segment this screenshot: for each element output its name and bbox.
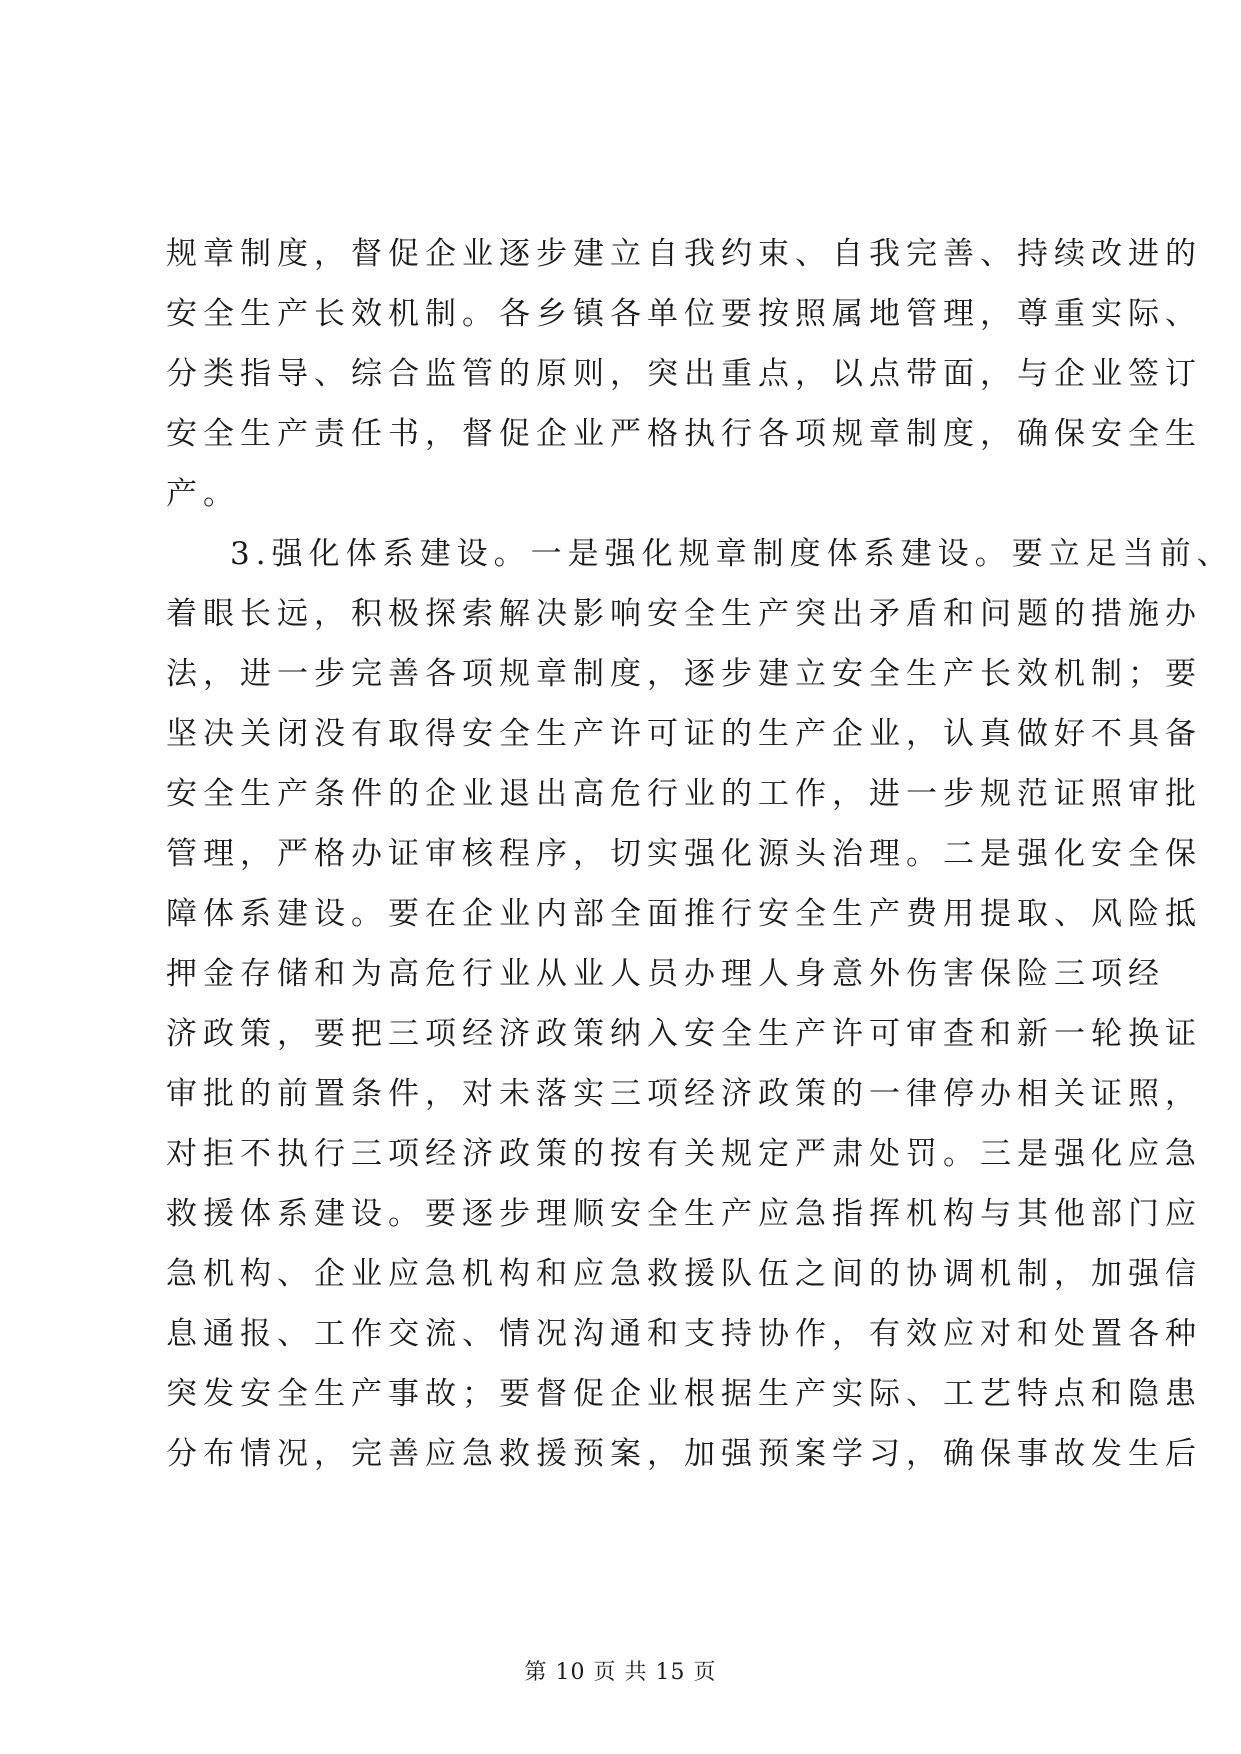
text-line: 产。 [166, 476, 240, 512]
text-line: 规章制度，督促企业逐步建立自我约束、自我完善、持续改进的 [166, 236, 1202, 272]
text-line: 济政策，要把三项经济政策纳入安全生产许可审查和新一轮换证 [166, 1016, 1202, 1052]
text-line: 安全生产条件的企业退出高危行业的工作，进一步规范证照审批 [166, 776, 1202, 812]
body-text [166, 224, 1234, 1484]
text-line: 息通报、工作交流、情况沟通和支持协作，有效应对和处置各种 [166, 1316, 1202, 1352]
text-line: 安全生产责任书，督促企业严格执行各项规章制度，确保安全生 [166, 416, 1202, 452]
text-line: 急机构、企业应急机构和应急救援队伍之间的协调机制，加强信 [166, 1256, 1202, 1292]
text-line: 法，进一步完善各项规章制度，逐步建立安全生产长效机制；要 [166, 656, 1202, 692]
text-line: 分类指导、综合监管的原则，突出重点，以点带面，与企业签订 [166, 356, 1202, 392]
text-line: 安全生产长效机制。各乡镇各单位要按照属地管理，尊重实际、 [166, 296, 1202, 332]
text-line: 对拒不执行三项经济政策的按有关规定严肃处罚。三是强化应急 [166, 1136, 1202, 1172]
text-line: 管理，严格办证审核程序，切实强化源头治理。二是强化安全保 [166, 836, 1202, 872]
text-line: 救援体系建设。要逐步理顺安全生产应急指挥机构与其他部门应 [166, 1196, 1202, 1232]
text-line: 分布情况，完善应急救援预案，加强预案学习，确保事故发生后 [166, 1436, 1202, 1472]
page-number-footer: 第 10 页 共 15 页 [524, 1660, 717, 1685]
text-line: 押金存储和为高危行业从业人员办理人身意外伤害保险三项经 [166, 956, 1165, 992]
text-line: 突发安全生产事故；要督促企业根据生产实际、工艺特点和隐患 [166, 1376, 1202, 1412]
text-line: 着眼长远，积极探索解决影响安全生产突出矛盾和问题的措施办 [166, 596, 1202, 632]
section-heading-line: 3.强化体系建设。一是强化规章制度体系建设。要立足当前、 [230, 536, 1234, 572]
text-line: 坚决关闭没有取得安全生产许可证的生产企业，认真做好不具备 [166, 716, 1202, 752]
text-line: 障体系建设。要在企业内部全面推行安全生产费用提取、风险抵 [166, 896, 1202, 932]
text-line: 审批的前置条件，对未落实三项经济政策的一律停办相关证照， [166, 1076, 1202, 1112]
